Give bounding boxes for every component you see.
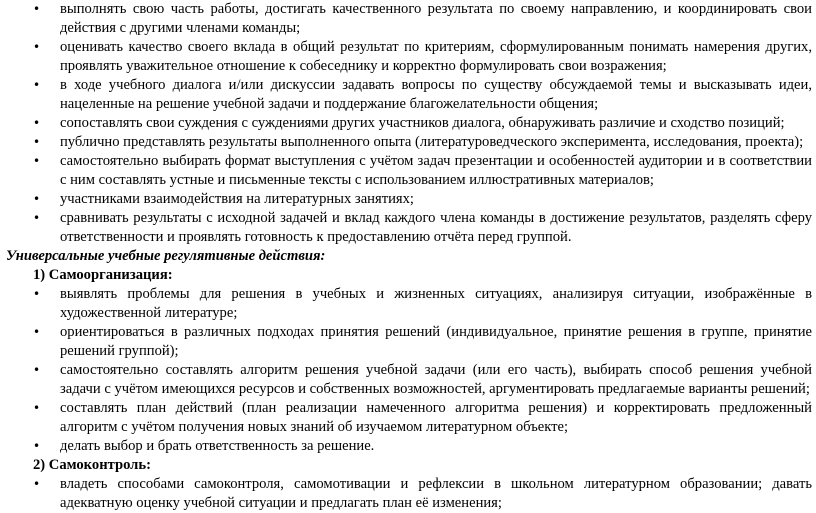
list-item: • делать выбор и брать ответственность за решение. — [60, 437, 812, 456]
section-heading: Универсальные учебные регулятивные действия: — [6, 248, 326, 264]
list-item: • публично представлять результаты выполненного опыта (литературоведческого эксперимента, исследования, проекта); — [60, 133, 812, 152]
list-item: • владеть способами самоконтроля, самомотивации и рефлексии в школьном литературном образовании; давать адекватную оценку учебной ситуации и предлагать план её изменения; — [60, 475, 812, 513]
list-item: • в ходе учебного диалога и/или дискуссии задавать вопросы по существу обсуждаемой темы и высказывать идеи, нацеленные на решение учебной задачи и поддержание благожелательности общения; — [60, 76, 812, 114]
list-item: • сопоставлять свои суждения с суждениями других участников диалога, обнаруживать различие и сходство позиций; — [60, 114, 812, 133]
list-item: • выявлять проблемы для решения в учебных и жизненных ситуациях, анализируя ситуации, изображённые в художественной литературе; — [60, 285, 812, 323]
self-organization-list — [0, 285, 816, 456]
self-control-list — [0, 475, 816, 513]
list-item: • участниками взаимодействия на литературных занятиях; — [60, 190, 812, 209]
list-item: • сравнивать результаты с исходной задачей и вклад каждого члена команды в достижение результатов, разделять сферу ответственности и проявлять готовность к предоставлению отчёта перед группой. — [60, 209, 812, 247]
self-control-title: 2) Самоконтроль: — [33, 457, 151, 473]
communication-skills-list — [0, 0, 816, 247]
list-item: • оценивать качество своего вклада в общий результат по критериям, сформулированным понимать намерения других, проявлять уважительное отношение к собеседнику и корректно формулировать свои возражения; — [60, 38, 812, 76]
list-item: • составлять план действий (план реализации намеченного алгоритма решения) и корректировать предложенный алгоритм с учётом получения новых знаний об изучаемом литературном объекте; — [60, 399, 812, 437]
list-item: • ориентироваться в различных подходах принятия решений (индивидуальное, принятие решения в группе, принятие решений группой); — [60, 323, 812, 361]
self-organization-title: 1) Самоорганизация: — [33, 267, 173, 283]
list-item: • самостоятельно выбирать формат выступления с учётом задач презентации и особенностей аудитории и в соответствии с ним составлять устные и письменные тексты с использованием иллюстративных материалов; — [60, 152, 812, 190]
list-item: • выполнять свою часть работы, достигать качественного результата по своему направлению, и координировать свои действия с другими членами команды; — [60, 0, 812, 38]
list-item: • самостоятельно составлять алгоритм решения учебной задачи (или его часть), выбирать способ решения учебной задачи с учётом имеющихся ресурсов и собственных возможностей, аргументировать предлагаемые варианты решений; — [60, 361, 812, 399]
